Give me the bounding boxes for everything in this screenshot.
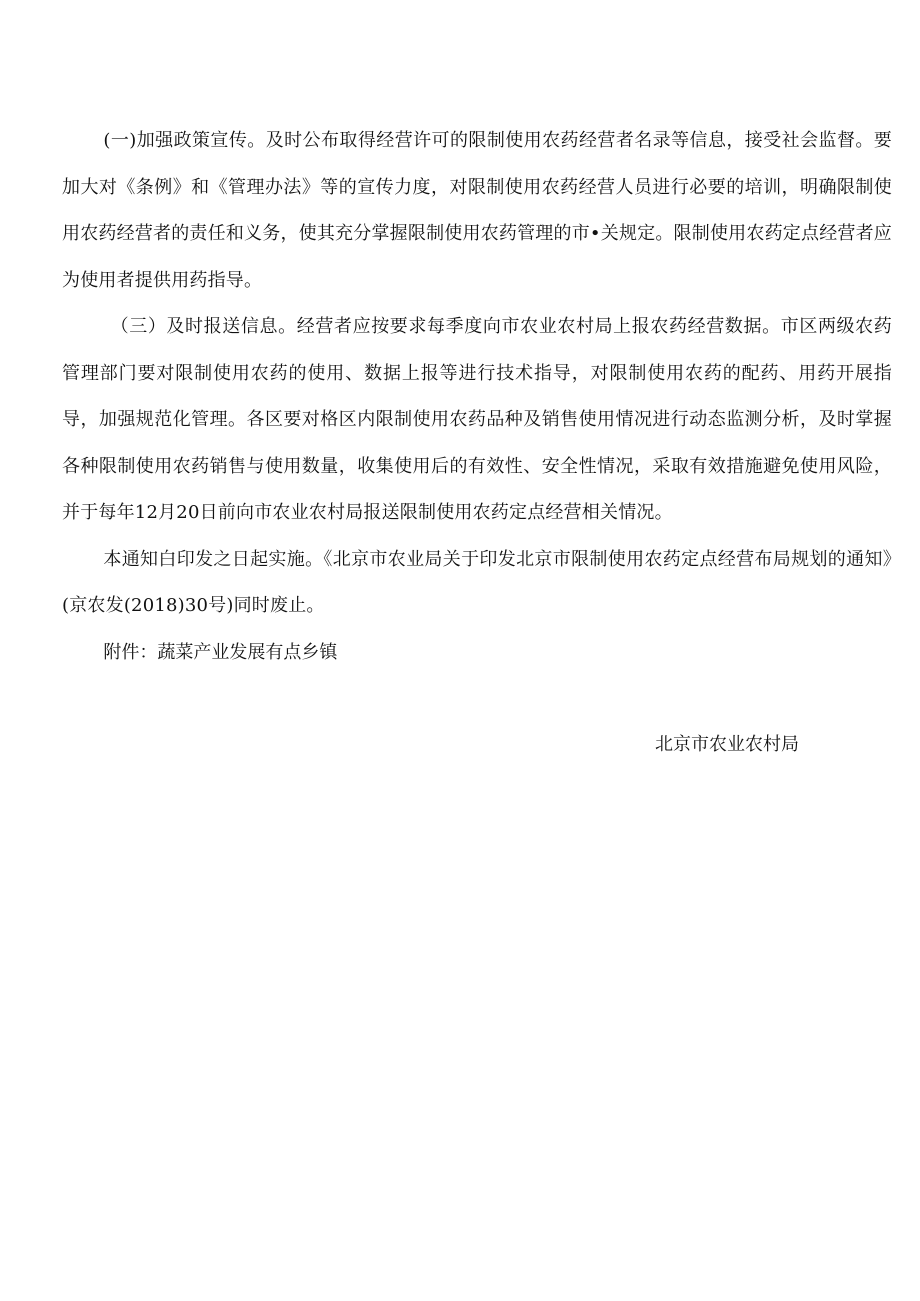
paragraph-report-information: （三）及时报送信息。经营者应按要求每季度向市农业农村局上报农药经营数据。市区两级农药管理部门要对限制使用农药的使用、数据上报等进行技术指导，对限制使用农药的配药、用药开展指导，加强规范化管理。各区要对格区内限制使用农药品种及销售使用情况进行动态监测分析，及时掌握各种限制使用农药销售与使用数量，收集使用后的有效性、安全性情况，采取有效措施避免使用风险，并于每年12月20日前向市农业农村局报送限制使用农药定点经营相关情况。: [62, 316, 892, 523]
paragraph-policy-publicity: (一)加强政策宣传。及时公布取得经营许可的限制使用农药经营者名录等信息，接受社会监督。要加大对《条例》和《管理办法》等的宣传力度，对限制使用农药经营人员进行必要的培训，明确限制使用农药经营者的责任和义务，使其充分掌握限制使用农药管理的市•关规定。限制使用农药定点经营者应为使用者提供用药指导。: [62, 130, 892, 291]
paragraph-effective-date: 本通知白印发之日起实施。《北京市农业局关于印发北京市限制使用农药定点经营布局规划的通知》(京农发(2018)30号)同时废止。: [62, 548, 892, 616]
document-body: [62, 118, 892, 676]
issuer-signature: 北京市农业农村局: [655, 734, 799, 755]
attachment-note: 附件：蔬菜产业发展有点乡镇: [103, 641, 338, 663]
